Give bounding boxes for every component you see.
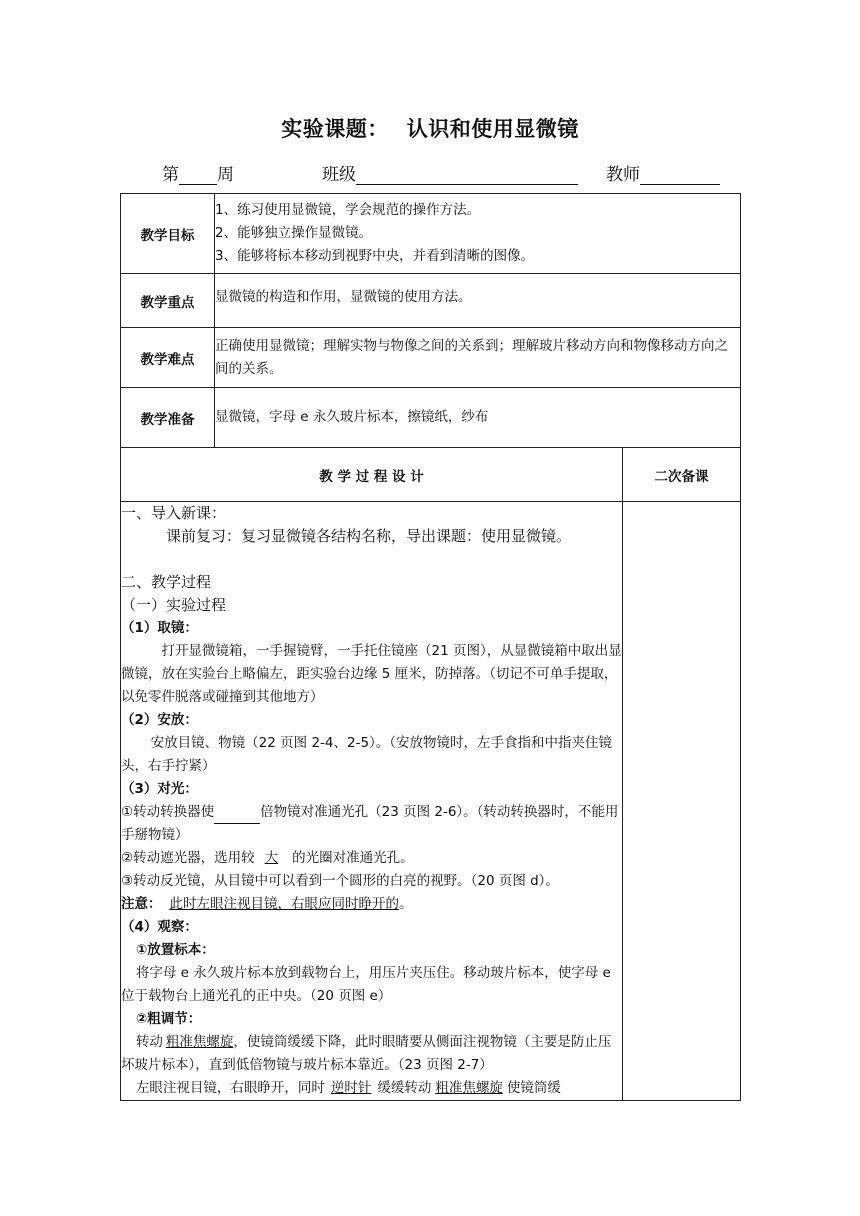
key-points-label: 教学重点 (121, 274, 215, 328)
title-topic: 认识和使用显微镜 (406, 117, 579, 141)
coarse-knob-fill-2: 粗准焦螺旋 (435, 1080, 503, 1096)
note: 注意： 此时左眼注视目镜，右眼应同时睁开的。 (121, 896, 413, 912)
section-2-subtitle: （一）实验过程 (121, 596, 227, 614)
objective-item: 1、练习使用显微镜，学会规范的操作方法。 (215, 202, 481, 218)
step-2-title: （2）安放： (121, 712, 198, 728)
difficulties-label: 教学难点 (121, 328, 215, 388)
step-1-body: 打开显微镜箱，一手握镜臂，一手托住镜座（21 页图），从显微镜箱中取出显微镜，放在实验台上略偏左，距实验台边缘 5 厘米，防掉落。（切记不可单手提取，以免零件脱落或碰撞到其他地方） (121, 643, 622, 705)
coarse-knob-fill: 粗准焦螺旋 (165, 1034, 234, 1050)
step-3-a: ①转动转换器使 倍物镜对准通光孔（23 页图 2-6）。（转动转换器时，不能用手掰物镜） (121, 804, 619, 843)
step-3-c: ③转动反光镜，从目镜中可以看到一个圆形的白亮的视野。（20 页图 d）。 (121, 873, 559, 889)
step-3-title: （3）对光： (121, 781, 198, 797)
objectives-content (215, 194, 741, 274)
step-4-b-body: 转动 粗准焦螺旋，使镜筒缓缓下降，此时眼睛要从侧面注视物镜（主要是防止压坏玻片标本），直到低倍物镜与玻片标本靠近。（23 页图 2-7） (121, 1034, 612, 1073)
step-4-a-body: 将字母 e 永久玻片标本放到载物台上，用压片夹压住。移动玻片标本，使字母 e 位于载物台上通光孔的正中央。（20 页图 e） (121, 965, 611, 1004)
aperture-fill: 大 (264, 850, 279, 866)
class-field: 班级 (322, 160, 578, 185)
week-blank[interactable] (179, 164, 217, 185)
lesson-plan-table (120, 193, 741, 1101)
secondary-prep-cell[interactable] (623, 502, 741, 1101)
step-1-title: （1）取镜： (121, 620, 198, 636)
process-design-header: 教 学 过 程 设 计 (121, 448, 623, 502)
difficulties-content: 正确使用显微镜；理解实物与物像之间的关系到；理解玻片移动方向和物像移动方向之间的关系。 (215, 328, 741, 388)
process-row (121, 502, 741, 1101)
step-2-body: 安放目镜、物镜（22 页图 2-4、2-5）。（安放物镜时，左手食指和中指夹住镜头，右手拧紧） (121, 735, 613, 774)
week-field: 第 周 (162, 165, 234, 185)
teacher-blank[interactable] (640, 164, 720, 185)
secondary-prep-header: 二次备课 (623, 448, 741, 502)
note-fill: 此时左眼注视目镜，右眼应同时睁开的 (169, 896, 399, 912)
section-1-body: 课前复习：复习显微镜各结构名称，导出课题：使用显微镜。 (166, 527, 572, 545)
teacher-field: 教师 (606, 160, 720, 185)
direction-fill: 逆时针 (330, 1080, 372, 1096)
class-blank[interactable] (356, 164, 578, 185)
preparation-row (121, 388, 741, 448)
process-content (121, 502, 623, 1101)
objective-item: 3、能够将标本移动到视野中央，并看到清晰的图像。 (215, 248, 535, 264)
preparation-content: 显微镜，字母 e 永久玻片标本，擦镜纸，纱布 (215, 388, 741, 448)
key-points-content: 显微镜的构造和作用，显微镜的使用方法。 (215, 274, 741, 328)
key-points-row (121, 274, 741, 328)
page-title (0, 113, 860, 143)
section-2-title: 二、教学过程 (121, 573, 212, 591)
magnification-blank[interactable] (214, 806, 260, 824)
step-4-a-title: ①放置标本： (135, 942, 215, 958)
section-1-title: 一、导入新课： (121, 504, 227, 522)
objectives-row (121, 194, 741, 274)
objective-item: 2、能够独立操作显微镜。 (215, 225, 373, 241)
process-header-row (121, 448, 741, 502)
step-4-c-body: 左眼注视目镜，右眼睁开，同时 逆时针 缓缓转动 粗准焦螺旋 使镜筒缓 (135, 1080, 561, 1096)
meta-line (0, 160, 860, 190)
title-label: 实验课题： (281, 117, 389, 141)
objectives-label: 教学目标 (121, 194, 215, 274)
difficulties-row (121, 328, 741, 388)
step-4-title: （4）观察： (121, 919, 198, 935)
step-3-b: ②转动遮光器，选用较 大 的光圈对准通光孔。 (121, 850, 414, 866)
step-4-b-title: ②粗调节： (135, 1011, 202, 1027)
preparation-label: 教学准备 (121, 388, 215, 448)
